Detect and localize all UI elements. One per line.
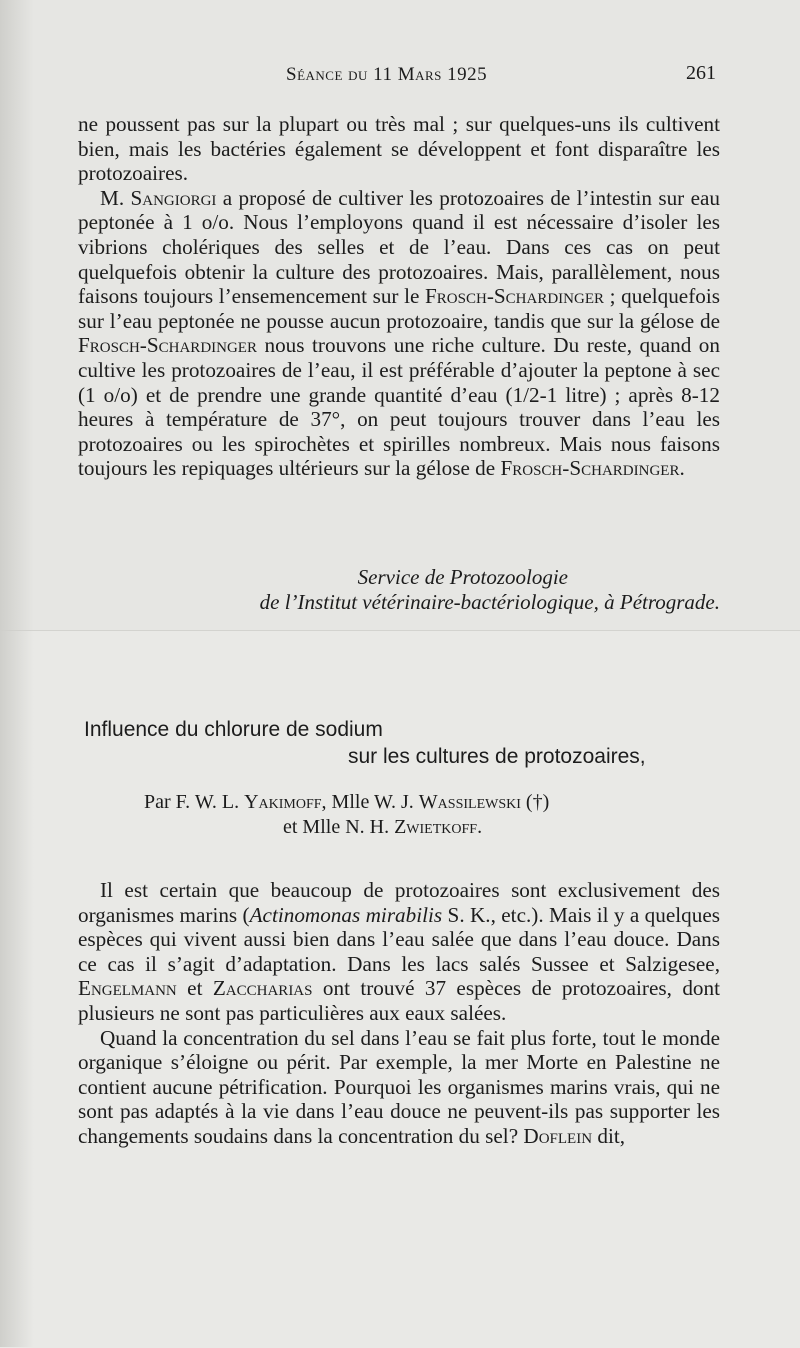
running-title: Séance du 11 Mars 1925	[286, 64, 488, 85]
paragraph	[78, 112, 720, 186]
text-run: , Mlle W. J.	[321, 791, 419, 813]
section2-text	[78, 878, 720, 1149]
author-name: Frosch-Schardinger	[78, 333, 257, 358]
paragraph	[78, 186, 720, 481]
affiliation-line-1	[78, 565, 720, 590]
text-run: dit,	[592, 1123, 626, 1148]
author-name: Frosch-Schardinger	[425, 284, 604, 309]
paragraph-text: ne poussent pas sur la plupart ou très mal ; sur quelques-uns ils cultivent bien, mais les bactéries également se développent et font disparaître les protozoaires.	[78, 112, 720, 186]
article-title-line-1: Influence du chlorure de sodium	[84, 718, 383, 741]
page-number: 261	[686, 62, 716, 84]
text-run: ; quelquefois sur l’eau peptonée ne pousse aucun protozoaire, tandis que sur la gélose de	[78, 284, 720, 333]
text-run: (†)	[520, 791, 550, 813]
paragraph	[78, 1026, 720, 1149]
gutter-shadow	[0, 0, 34, 1347]
text-run: et	[176, 976, 213, 1001]
author-name: Doflein	[523, 1123, 593, 1148]
authors-line-2	[283, 816, 482, 839]
text-run: nous trouvons une riche culture. Du reste, quand on cultive les protozoaires de l’eau, il est préférable d’ajouter la peptone à sec (1 o/o) et de prendre une grande quantité d’eau (1/2-1 litre) ; après 8-12 heures à température de 37°, on peut toujours trouver dans l’eau les protozoaires ou les spirochètes et spirilles nombreux. Mais nous faisons toujours les repiquages ultérieurs sur la gélose de	[78, 333, 720, 481]
author-name: Zwietkoff	[394, 816, 478, 838]
text-run: M.	[100, 185, 131, 210]
author-name: Yakimoff	[244, 791, 322, 813]
affiliation-line-2	[78, 590, 720, 615]
author-name: Sangiorgi	[130, 185, 217, 210]
text-run: S. K., etc.). Mais il y a quelques espèces qui vivent aussi bien dans l’eau salée que dans l’eau douce. Dans ce cas il s’agit d’adaptation. Dans les lacs salés Sussee et Salzigesee,	[78, 902, 720, 976]
author-name: Zaccharias	[212, 976, 313, 1001]
text-run: .	[679, 456, 685, 481]
running-head	[0, 64, 800, 90]
text-run: a proposé de cultiver les protozoaires de l’intestin sur eau peptonée à 1 o/o. Nous l’employons quand il est nécessaire d’isoler les vibrions cholériques des selles et de l’eau. Dans ces cas on peut quelquefois obtenir la culture des protozoaires. Mais, parallèlement, nous faisons toujours l’ensemencement sur le	[78, 185, 720, 309]
article-title-line-2: sur les cultures de protozoaires,	[348, 745, 646, 768]
text-run: Par F. W. L.	[144, 791, 245, 813]
species-name: Actinomonas mirabilis	[249, 902, 443, 927]
paragraph	[78, 878, 720, 1026]
authors-line-1	[144, 791, 549, 814]
text-run: Quand la concentration du sel dans l’eau se fait plus forte, tout le monde organique s’éloigne ou périt. Par exemple, la mer Morte en Palestine ne contient aucune pétrification. Pourquoi les organismes marins vrais, qui ne sont pas adaptés à la vie dans l’eau douce ne peuvent-ils pas supporter les changements soudains dans la concentration du sel?	[78, 1025, 720, 1148]
affiliation-text: Service de Protozoologie	[357, 565, 568, 589]
text-run: et Mlle N. H.	[283, 816, 395, 838]
text-run: ont trouvé 37 espèces de protozoaires, dont plusieurs ne sont pas particulières aux eaux salées.	[78, 976, 720, 1025]
text-run: .	[477, 816, 483, 838]
affiliation-text: de l’Institut vétérinaire-bactériologique, à Pétrograde.	[259, 590, 720, 614]
text-run: Il est certain que beaucoup de protozoaires sont exclusivement des organismes marins (	[78, 878, 720, 927]
author-name: Wassilewski	[418, 791, 521, 813]
author-name: Frosch-Schardinger	[500, 456, 680, 481]
author-name: Engelmann	[78, 976, 177, 1001]
section1-text	[78, 112, 720, 481]
